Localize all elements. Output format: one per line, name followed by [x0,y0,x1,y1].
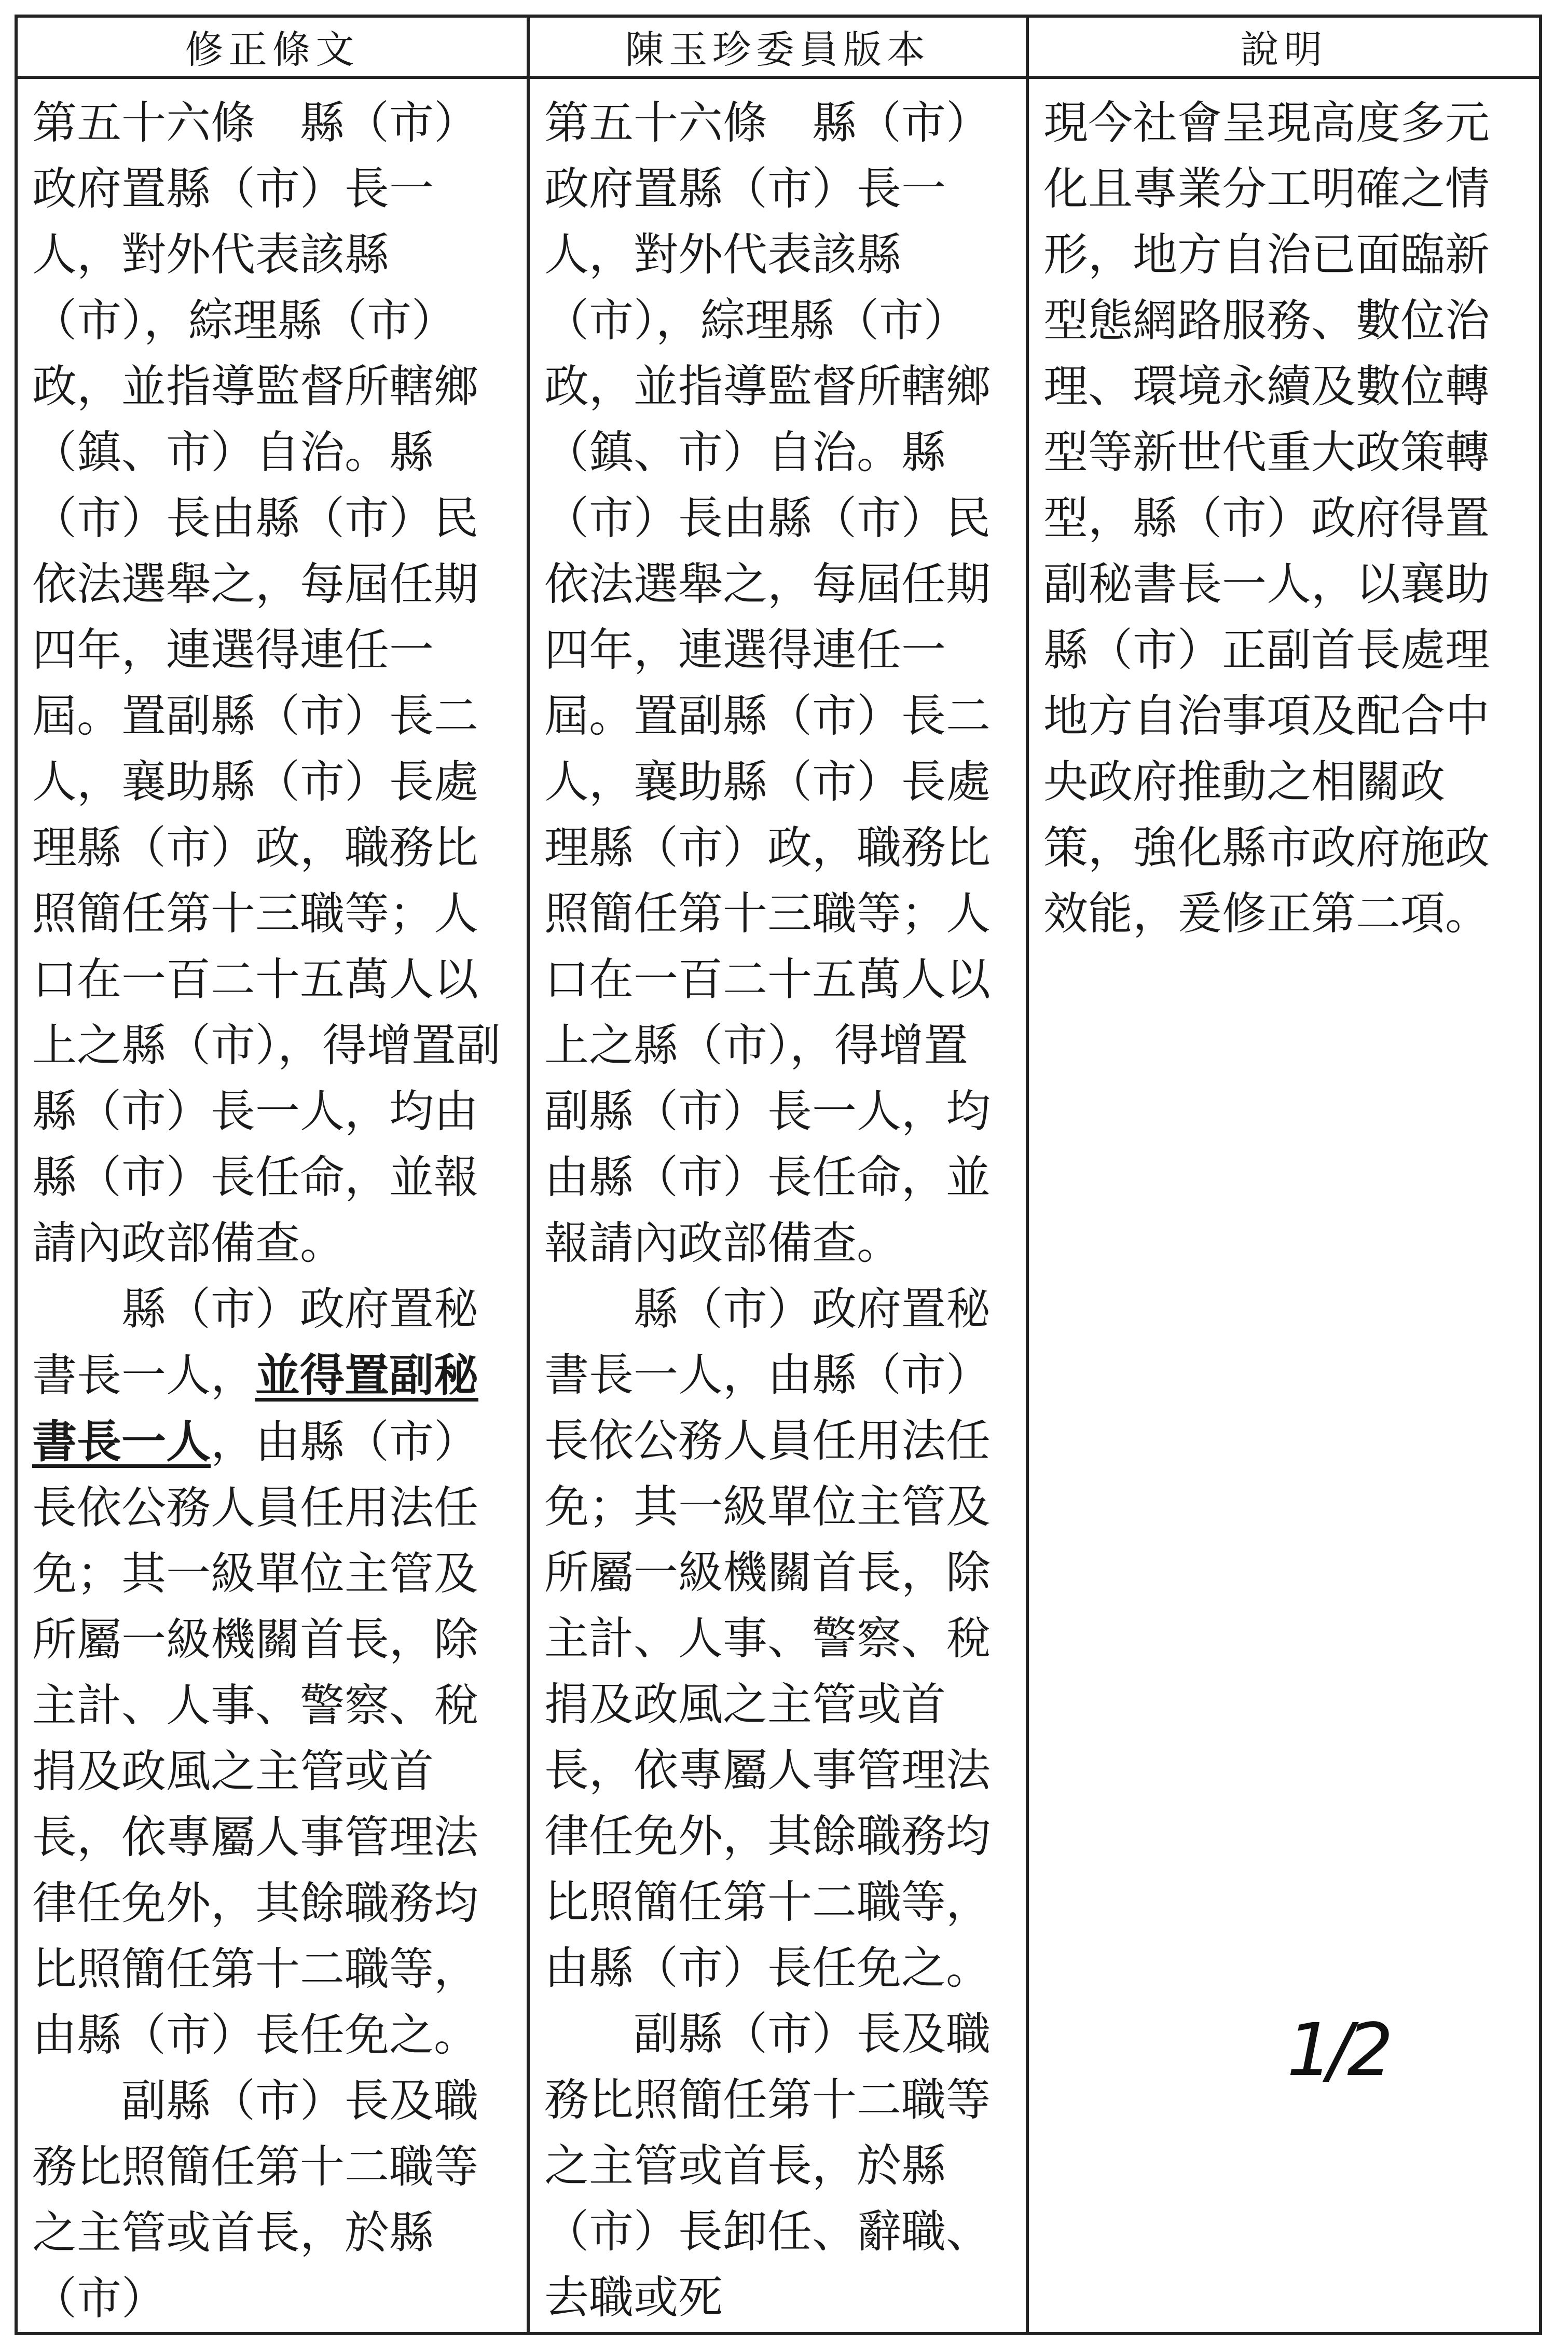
table-row [16,77,1541,2333]
amended-paragraph-3: 副縣（市）長及職務比照簡任第十二職等之主管或首長，於縣（市） [32,2075,478,2325]
page-number: 1/2 [1287,2008,1388,2093]
version-paragraph-2: 縣（市）政府置秘書長一人，由縣（市）長依公務人員任用法任免；其一級單位主管及所屬一級機關首長，除主計、人事、警察、稅捐及政風之主管或首長，依專屬人事管理法律任免外，其餘職務均比照簡任第十二職等，由縣（市）長任免之。 [544,1283,991,1994]
header-explanation: 說明 [1027,16,1541,77]
cell-amended-text [16,77,528,2333]
cell-legislator-version [528,77,1027,2333]
amended-paragraph-2-rest: ，由縣（市）長依公務人員任用法任免；其一級單位主管及所屬一級機關首長，除主計、人事、警察、稅捐及政風之主管或首長，依專屬人事管理法律任免外，其餘職務均比照簡任第十二職等，由縣（市）長任免之。 [32,1416,478,2061]
amended-paragraph-2-start: 縣（市）政府置秘書長一人， [32,1283,478,1402]
version-paragraph-3: 副縣（市）長及職務比照簡任第十二職等之主管或首長，於縣（市）長卸任、辭職、去職或死 [544,2008,991,2324]
amendment-comparison-table [15,15,1542,2335]
amended-underlined-insertion: 並得置副秘書長一人 [32,1349,478,1468]
amended-paragraph-1: 第五十六條 縣（市）政府置縣（市）長一人，對外代表該縣（市），綜理縣（市）政，並指導監督所轄鄉（鎮、市）自治。縣（市）長由縣（市）民依法選舉之，每屆任期四年，連選得連任一屆。置副縣（市）長二人，襄助縣（市）長處理縣（市）政，職務比照簡任第十三職等；人口在一百二十五萬人以上之縣（市），得增置副縣（市）長一人，均由縣（市）長任命，並報請內政部備查。 [32,97,501,1269]
cell-explanation [1027,77,1541,2333]
table-header-row [16,16,1541,77]
explanation-text: 現今社會呈現高度多元化且專業分工明確之情形，地方自治已面臨新型態網路服務、數位治理、環境永續及數位轉型等新世代重大政策轉型，縣（市）政府得置副秘書長一人，以襄助縣（市）正副首長處理地方自治事項及配合中央政府推動之相關政策，強化縣市政府施政效能，爰修正第二項。 [1043,97,1490,940]
header-amended-text: 修正條文 [16,16,528,77]
header-legislator-version: 陳玉珍委員版本 [528,16,1027,77]
version-paragraph-1: 第五十六條 縣（市）政府置縣（市）長一人，對外代表該縣（市），綜理縣（市）政，並指導監督所轄鄉（鎮、市）自治。縣（市）長由縣（市）民依法選舉之，每屆任期四年，連選得連任一屆。置副縣（市）長二人，襄助縣（市）長處理縣（市）政，職務比照簡任第十三職等；人口在一百二十五萬人以上之縣（市），得增置副縣（市）長一人，均由縣（市）長任命，並報請內政部備查。 [544,97,991,1269]
amended-paragraph-2 [32,1276,512,2068]
